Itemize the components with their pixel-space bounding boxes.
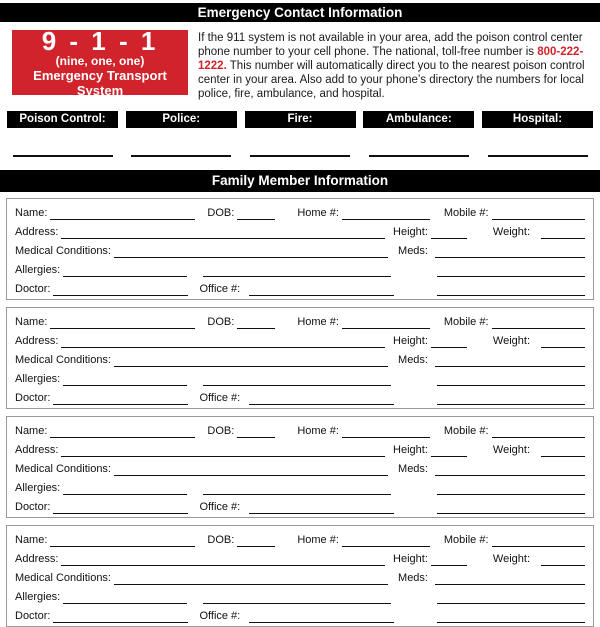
member-block <box>6 416 594 518</box>
badge-number-text: 9 - 1 - 1 <box>41 25 159 56</box>
info-text-before: If the 911 system is not available in your area, add the poison control center phone number to your cell phone. The national, toll-free number is <box>198 32 583 58</box>
contact-label: Hospital: <box>512 113 563 125</box>
name-label: Name: <box>15 206 48 219</box>
emergency-header-title: Emergency Contact Information <box>197 5 403 20</box>
home-line[interactable] <box>342 426 430 438</box>
member-row-5 <box>15 496 585 514</box>
contact-line-cell <box>126 155 237 157</box>
meds-line-2[interactable] <box>437 265 585 277</box>
home-line[interactable] <box>342 535 430 547</box>
name-line[interactable] <box>50 208 195 220</box>
contact-label: Poison Control: <box>19 113 106 125</box>
contact-write-in-line[interactable] <box>488 155 588 157</box>
member-row-1 <box>15 311 585 329</box>
member-row-4 <box>15 477 585 495</box>
medical-conditions-line[interactable] <box>114 464 388 476</box>
allergies-label: Allergies: <box>15 264 61 277</box>
home-label: Home #: <box>297 533 339 546</box>
top-section <box>12 25 588 101</box>
contact-label-box <box>363 111 474 128</box>
allergies-line[interactable] <box>63 265 187 277</box>
meds-line-3[interactable] <box>437 611 585 623</box>
badge-system-text: Emergency Transport System <box>33 67 167 98</box>
office-label: Office #: <box>199 501 241 514</box>
dob-line[interactable] <box>237 317 275 329</box>
contact-labels-row <box>7 111 593 128</box>
member-block <box>6 307 594 409</box>
meds-label: Meds: <box>398 244 428 257</box>
emergency-911-badge <box>12 25 188 98</box>
doctor-line[interactable] <box>53 393 188 405</box>
contact-write-in-line[interactable] <box>250 155 350 157</box>
contact-write-in-line[interactable] <box>131 155 231 157</box>
height-line[interactable] <box>431 554 467 566</box>
contact-label: Police: <box>162 113 201 125</box>
office-label: Office #: <box>199 392 241 405</box>
contact-line-cell <box>482 155 593 157</box>
weight-line[interactable] <box>541 445 585 457</box>
dob-label: DOB: <box>207 206 235 219</box>
doctor-label: Doctor: <box>15 392 51 405</box>
name-label: Name: <box>15 533 48 546</box>
allergies-label: Allergies: <box>15 591 61 604</box>
member-row-4 <box>15 368 585 386</box>
address-label: Address: <box>15 334 59 347</box>
poison-phone-number: 800-222-1222. <box>198 46 584 72</box>
medical-conditions-line[interactable] <box>114 573 388 585</box>
dob-line[interactable] <box>237 426 275 438</box>
member-row-3 <box>15 240 585 258</box>
mobile-line[interactable] <box>492 426 585 438</box>
meds-line-3[interactable] <box>437 393 585 405</box>
address-line[interactable] <box>61 554 385 566</box>
meds-line[interactable] <box>435 464 585 476</box>
weight-line[interactable] <box>541 336 585 348</box>
mobile-line[interactable] <box>492 208 585 220</box>
allergies-line-2[interactable] <box>203 265 391 277</box>
meds-line[interactable] <box>435 573 585 585</box>
meds-line-2[interactable] <box>437 483 585 495</box>
contact-label-box <box>126 111 237 128</box>
contact-write-in-line[interactable] <box>369 155 469 157</box>
doctor-label: Doctor: <box>15 610 51 623</box>
name-label: Name: <box>15 424 48 437</box>
office-line[interactable] <box>249 393 394 405</box>
member-row-3 <box>15 349 585 367</box>
home-label: Home #: <box>297 424 339 437</box>
contact-line-cell <box>7 155 118 157</box>
office-label: Office #: <box>199 610 241 623</box>
info-text-after: This number will automatically direct you to the nearest poison control center in your area. Also add to your phone’s directory the numbers for local police, fire, ambulance, and hospital. <box>198 60 585 100</box>
family-header-bar <box>0 170 600 192</box>
office-label: Office #: <box>199 283 241 296</box>
meds-line-2[interactable] <box>437 374 585 386</box>
height-line[interactable] <box>431 336 467 348</box>
meds-line[interactable] <box>435 355 585 367</box>
mobile-label: Mobile #: <box>443 424 489 437</box>
medical-conditions-line[interactable] <box>114 246 388 258</box>
member-row-1 <box>15 529 585 547</box>
home-label: Home #: <box>297 206 339 219</box>
office-line[interactable] <box>249 502 394 514</box>
address-line[interactable] <box>61 445 385 457</box>
doctor-line[interactable] <box>53 611 188 623</box>
family-blocks <box>0 198 600 627</box>
mobile-line[interactable] <box>492 535 585 547</box>
member-row-2 <box>15 548 585 566</box>
medical-conditions-label: Medical Conditions: <box>15 571 111 584</box>
contact-label: Ambulance: <box>385 113 452 125</box>
address-line[interactable] <box>61 336 385 348</box>
height-line[interactable] <box>431 445 467 457</box>
weight-label: Weight: <box>492 334 530 347</box>
member-row-2 <box>15 439 585 457</box>
dob-label: DOB: <box>207 424 235 437</box>
weight-line[interactable] <box>541 227 585 239</box>
badge-phonetic-text: (nine, one, one) <box>55 53 145 68</box>
meds-label: Meds: <box>398 571 428 584</box>
mobile-line[interactable] <box>492 317 585 329</box>
allergies-label: Allergies: <box>15 482 61 495</box>
weight-label: Weight: <box>492 552 530 565</box>
address-label: Address: <box>15 225 59 238</box>
address-label: Address: <box>15 443 59 456</box>
height-label: Height: <box>393 334 428 347</box>
member-row-3 <box>15 567 585 585</box>
member-row-4 <box>15 586 585 604</box>
height-label: Height: <box>393 552 428 565</box>
weight-line[interactable] <box>541 554 585 566</box>
member-row-5 <box>15 605 585 623</box>
meds-label: Meds: <box>398 462 428 475</box>
home-line[interactable] <box>342 317 430 329</box>
family-header-title: Family Member Information <box>211 173 389 188</box>
name-line[interactable] <box>50 317 195 329</box>
weight-label: Weight: <box>492 225 530 238</box>
contact-write-in-line[interactable] <box>13 155 113 157</box>
medical-conditions-label: Medical Conditions: <box>15 244 111 257</box>
contact-label-box <box>482 111 593 128</box>
mobile-label: Mobile #: <box>443 315 489 328</box>
member-row-1 <box>15 202 585 220</box>
name-line[interactable] <box>50 426 195 438</box>
allergies-line[interactable] <box>63 483 187 495</box>
allergies-line-2[interactable] <box>203 374 391 386</box>
meds-line-3[interactable] <box>437 284 585 296</box>
poison-info-paragraph <box>198 30 588 101</box>
dob-label: DOB: <box>207 533 235 546</box>
allergies-label: Allergies: <box>15 373 61 386</box>
doctor-line[interactable] <box>53 502 188 514</box>
member-row-2 <box>15 221 585 239</box>
member-row-2 <box>15 330 585 348</box>
member-block <box>6 525 594 627</box>
weight-label: Weight: <box>492 443 530 456</box>
contact-lines-row <box>7 155 593 157</box>
mobile-label: Mobile #: <box>443 533 489 546</box>
meds-line-3[interactable] <box>437 502 585 514</box>
medical-conditions-line[interactable] <box>114 355 388 367</box>
name-label: Name: <box>15 315 48 328</box>
address-line[interactable] <box>61 227 385 239</box>
office-line[interactable] <box>249 284 394 296</box>
member-block <box>6 198 594 300</box>
member-row-4 <box>15 259 585 277</box>
allergies-line[interactable] <box>63 374 187 386</box>
height-line[interactable] <box>431 227 467 239</box>
mobile-label: Mobile #: <box>443 206 489 219</box>
medical-conditions-label: Medical Conditions: <box>15 353 111 366</box>
allergies-line-2[interactable] <box>203 592 391 604</box>
member-row-5 <box>15 387 585 405</box>
dob-line[interactable] <box>237 208 275 220</box>
member-row-3 <box>15 458 585 476</box>
dob-line[interactable] <box>237 535 275 547</box>
contact-label: Fire: <box>287 113 313 125</box>
doctor-label: Doctor: <box>15 283 51 296</box>
meds-label: Meds: <box>398 353 428 366</box>
contact-line-cell <box>363 155 474 157</box>
doctor-label: Doctor: <box>15 501 51 514</box>
doctor-line[interactable] <box>53 284 188 296</box>
member-row-1 <box>15 420 585 438</box>
contact-label-box <box>245 111 356 128</box>
height-label: Height: <box>393 443 428 456</box>
office-line[interactable] <box>249 611 394 623</box>
home-label: Home #: <box>297 315 339 328</box>
height-label: Height: <box>393 225 428 238</box>
contact-line-cell <box>245 155 356 157</box>
meds-line-2[interactable] <box>437 592 585 604</box>
member-row-5 <box>15 278 585 296</box>
dob-label: DOB: <box>207 315 235 328</box>
name-line[interactable] <box>50 535 195 547</box>
medical-conditions-label: Medical Conditions: <box>15 462 111 475</box>
address-label: Address: <box>15 552 59 565</box>
home-line[interactable] <box>342 208 430 220</box>
contact-label-box <box>7 111 118 128</box>
allergies-line[interactable] <box>63 592 187 604</box>
allergies-line-2[interactable] <box>203 483 391 495</box>
meds-line[interactable] <box>435 246 585 258</box>
emergency-header-bar <box>0 3 600 22</box>
